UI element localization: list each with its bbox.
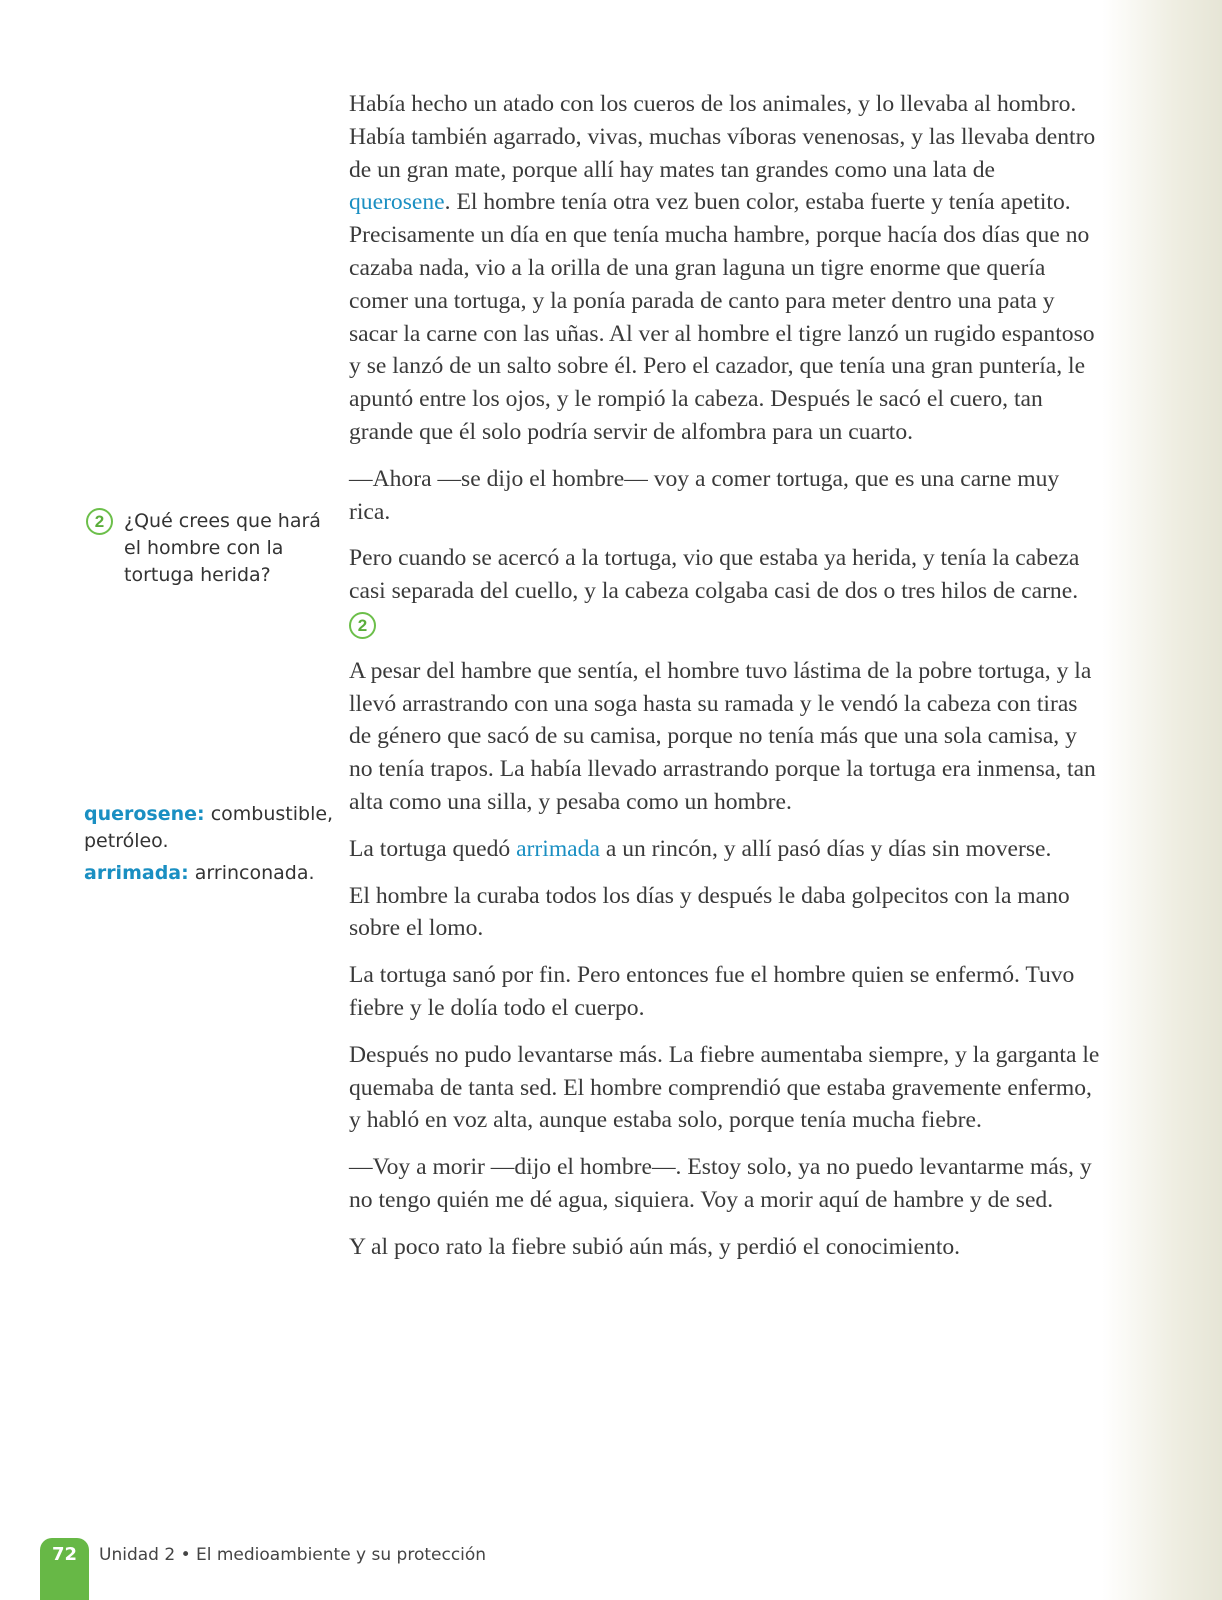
paragraph-1 xyxy=(349,88,1101,449)
glossary-entry xyxy=(84,801,334,855)
question-marker-2: 2 xyxy=(349,612,376,639)
glossary-definition: arrinconada. xyxy=(188,862,315,884)
paragraph-5-text-b: a un rincón, y allí pasó días y días sin moverse. xyxy=(599,835,1052,862)
side-question xyxy=(86,508,326,589)
paragraph-3 xyxy=(349,542,1101,640)
paragraph-4: A pesar del hambre que sentía, el hombre tuvo lástima de la pobre tortuga, y la llevó arrastrando con una soga hasta su ramada y le vendó la cabeza con tiras de género que sacó de su camisa, porque no tenía más que una sola camisa, y no tenía trapos. La había llevado arrastrando porque la tortuga era inmensa, tan alta como una silla, y pesaba como un hombre. xyxy=(349,657,1096,815)
side-question-number: 2 xyxy=(86,508,113,535)
glossary xyxy=(84,801,334,892)
paragraph-3-text: Pero cuando se acercó a la tortuga, vio que estaba ya herida, y tenía la cabeza casi separada del cuello, y la cabeza colgaba casi de dos o tres hilos de carne. xyxy=(349,545,1080,605)
glossary-definition: combustible, petróleo. xyxy=(84,803,334,852)
glossary-link-querosene[interactable]: querosene xyxy=(349,189,445,216)
paragraph-1-text-a: Había hecho un atado con los cueros de los animales, y lo llevaba al hombro. Había también agarrado, vivas, muchas víboras venenosas, y las llevaba dentro de un gran mate, porque allí hay mates tan grandes como una lata de xyxy=(349,91,1096,183)
paragraph-10: Y al poco rato la fiebre subió aún más, y perdió el conocimiento. xyxy=(349,1233,961,1260)
page-edge-shade xyxy=(1102,0,1222,1600)
paragraph-8: Después no pudo levantarse más. La fiebre aumentaba siempre, y la garganta le quemaba de tanta sed. El hombre comprendió que estaba gravemente enfermo, y habló en voz alta, aunque estaba solo, porque tenía mucha fiebre. xyxy=(349,1041,1100,1134)
paragraph-7: La tortuga sanó por fin. Pero entonces fue el hombre quien se enfermó. Tuvo fiebre y le dolía todo el cuerpo. xyxy=(349,962,1075,1021)
glossary-term: querosene: xyxy=(84,803,205,825)
glossary-link-arrimada[interactable]: arrimada xyxy=(516,835,600,862)
paragraph-9: —Voy a morir —dijo el hombre—. Estoy solo, ya no puedo levantarme más, y no tengo quién me dé agua, siquiera. Voy a morir aquí de hambre y de sed. xyxy=(349,1154,1092,1213)
story-text xyxy=(349,88,1101,1278)
glossary-term: arrimada: xyxy=(84,862,189,884)
page-number-tab xyxy=(40,1538,89,1600)
paragraph-1-text-b: . El hombre tenía otra vez buen color, estaba fuerte y tenía apetito. Precisamente un día en que tenía mucha hambre, porque hacía dos días que no cazaba nada, vio a la orilla de una gran laguna un tigre enorme que quería comer una tortuga, y la ponía parada de canto para meter dentro una pata y sacar la carne con las uñas. Al ver al hombre el tigre lanzó un rugido espantoso y se lanzó de un salto sobre él. Pero el cazador, que tenía una gran puntería, le apuntó entre los ojos, y le rompió la cabeza. Después le sacó el cuero, tan grande que él solo podría servir de alfombra para un cuarto. xyxy=(349,189,1095,445)
paragraph-2: —Ahora —se dijo el hombre— voy a comer tortuga, que es una carne muy rica. xyxy=(349,465,1060,525)
paragraph-5 xyxy=(349,833,1101,866)
paragraph-6: El hombre la curaba todos los días y después le daba golpecitos con la mano sobre el lomo. xyxy=(349,882,1070,942)
side-question-text: ¿Qué crees que hará el hombre con la tortuga herida? xyxy=(124,510,321,586)
glossary-entry xyxy=(84,860,334,887)
page-number: 72 xyxy=(51,1544,78,1565)
paragraph-5-text-a: La tortuga quedó xyxy=(349,835,517,862)
footer-unit-title: Unidad 2 • El medioambiente y su protección xyxy=(99,1545,487,1565)
